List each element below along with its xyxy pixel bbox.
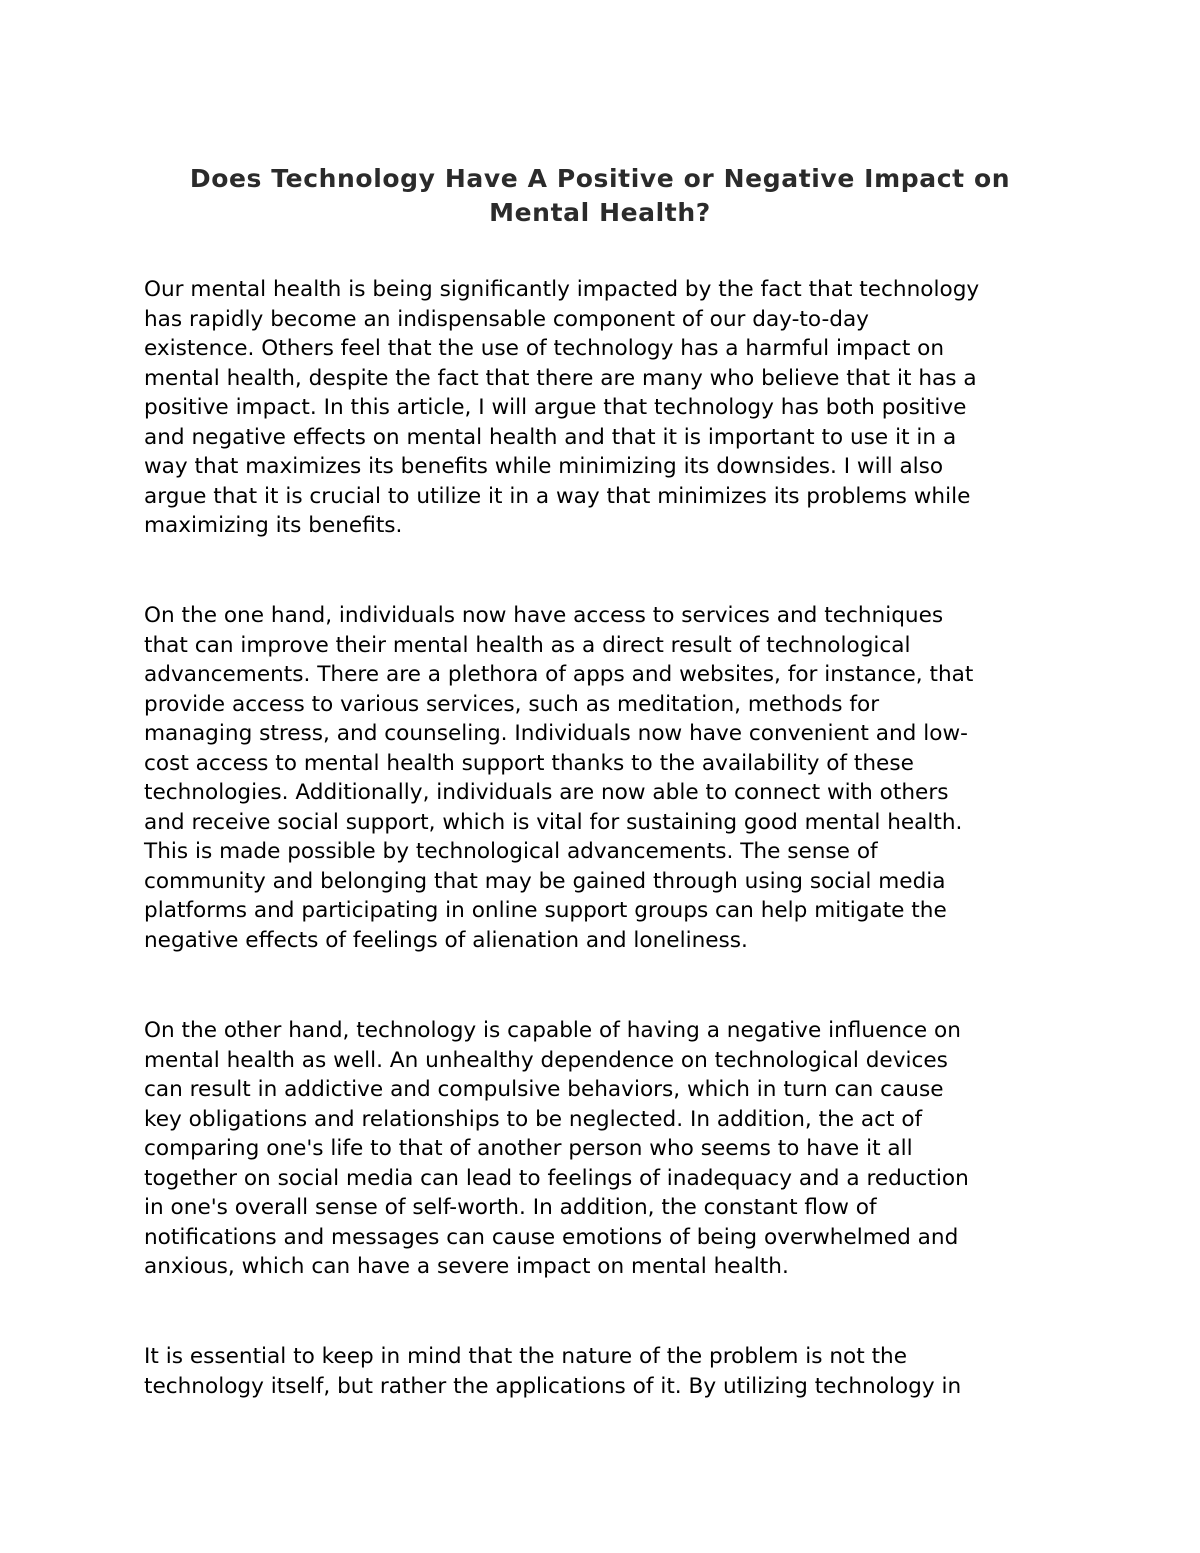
paragraph-line: community and belonging that may be gained through using social media (144, 868, 946, 894)
paragraph-line: comparing one's life to that of another person who seems to have it all (144, 1136, 913, 1161)
paragraph-line: argue that it is crucial to utilize it in a way that minimizes its problems while (144, 483, 971, 509)
paragraph-line: positive impact. In this article, I will argue that technology has both positive (144, 395, 967, 420)
document-title (144, 162, 1056, 230)
title-line: Does Technology Have A Positive or Negative Impact on (189, 164, 1011, 193)
paragraph-line: platforms and participating in online support groups can help mitigate the (144, 898, 947, 923)
paragraph-line: On the other hand, technology is capable of having a negative influence on (144, 1018, 961, 1043)
paragraph-positive-effects (144, 601, 1056, 955)
paragraph-line: advancements. There are a plethora of apps and websites, for instance, that (144, 662, 974, 687)
paragraph-intro (144, 275, 1056, 541)
paragraph-line: can result in addictive and compulsive behaviors, which in turn can cause (144, 1077, 944, 1102)
paragraph-line: that can improve their mental health as a direct result of technological (144, 632, 911, 658)
paragraph-line: cost access to mental health support thanks to the availability of these (144, 750, 914, 776)
title-line: Mental Health? (489, 198, 711, 227)
paragraph-line: mental health as well. An unhealthy dependence on technological devices (144, 1047, 948, 1073)
paragraph-line: maximizing its benefits. (144, 513, 403, 538)
paragraph-line: notifications and messages can cause emotions of being overwhelmed and (144, 1224, 959, 1250)
paragraph-line: Our mental health is being significantly impacted by the fact that technology (144, 277, 980, 302)
paragraph-line: has rapidly become an indispensable component of our day-to-day (144, 306, 869, 332)
paragraph-line: and receive social support, which is vital for sustaining good mental health. (144, 809, 963, 835)
paragraph-line: technology itself, but rather the applications of it. By utilizing technology in (144, 1373, 962, 1399)
paragraph-negative-effects (144, 1016, 1056, 1282)
paragraph-line: mental health, despite the fact that there are many who believe that it has a (144, 365, 977, 391)
paragraph-line: anxious, which can have a severe impact on mental health. (144, 1254, 789, 1279)
paragraph-line: in one's overall sense of self-worth. In addition, the constant flow of (144, 1195, 877, 1220)
paragraph-line: way that maximizes its benefits while minimizing its downsides. I will also (144, 454, 944, 479)
paragraph-line: managing stress, and counseling. Individuals now have convenient and low- (144, 721, 968, 746)
paragraph-line: technologies. Additionally, individuals are now able to connect with others (144, 780, 949, 805)
paragraph-line: together on social media can lead to feelings of inadequacy and a reduction (144, 1165, 969, 1191)
paragraph-line: existence. Others feel that the use of technology has a harmful impact on (144, 336, 945, 361)
paragraph-line: and negative effects on mental health and that it is important to use it in a (144, 424, 957, 450)
paragraph-conclusion (144, 1342, 1056, 1401)
paragraph-line: key obligations and relationships to be neglected. In addition, the act of (144, 1106, 923, 1132)
paragraph-line: This is made possible by technological advancements. The sense of (144, 839, 878, 864)
paragraph-line: It is essential to keep in mind that the nature of the problem is not the (144, 1344, 908, 1369)
paragraph-line: negative effects of feelings of alienation and loneliness. (144, 927, 748, 953)
paragraph-line: On the one hand, individuals now have access to services and techniques (144, 603, 944, 628)
paragraph-line: provide access to various services, such as meditation, methods for (144, 691, 880, 717)
